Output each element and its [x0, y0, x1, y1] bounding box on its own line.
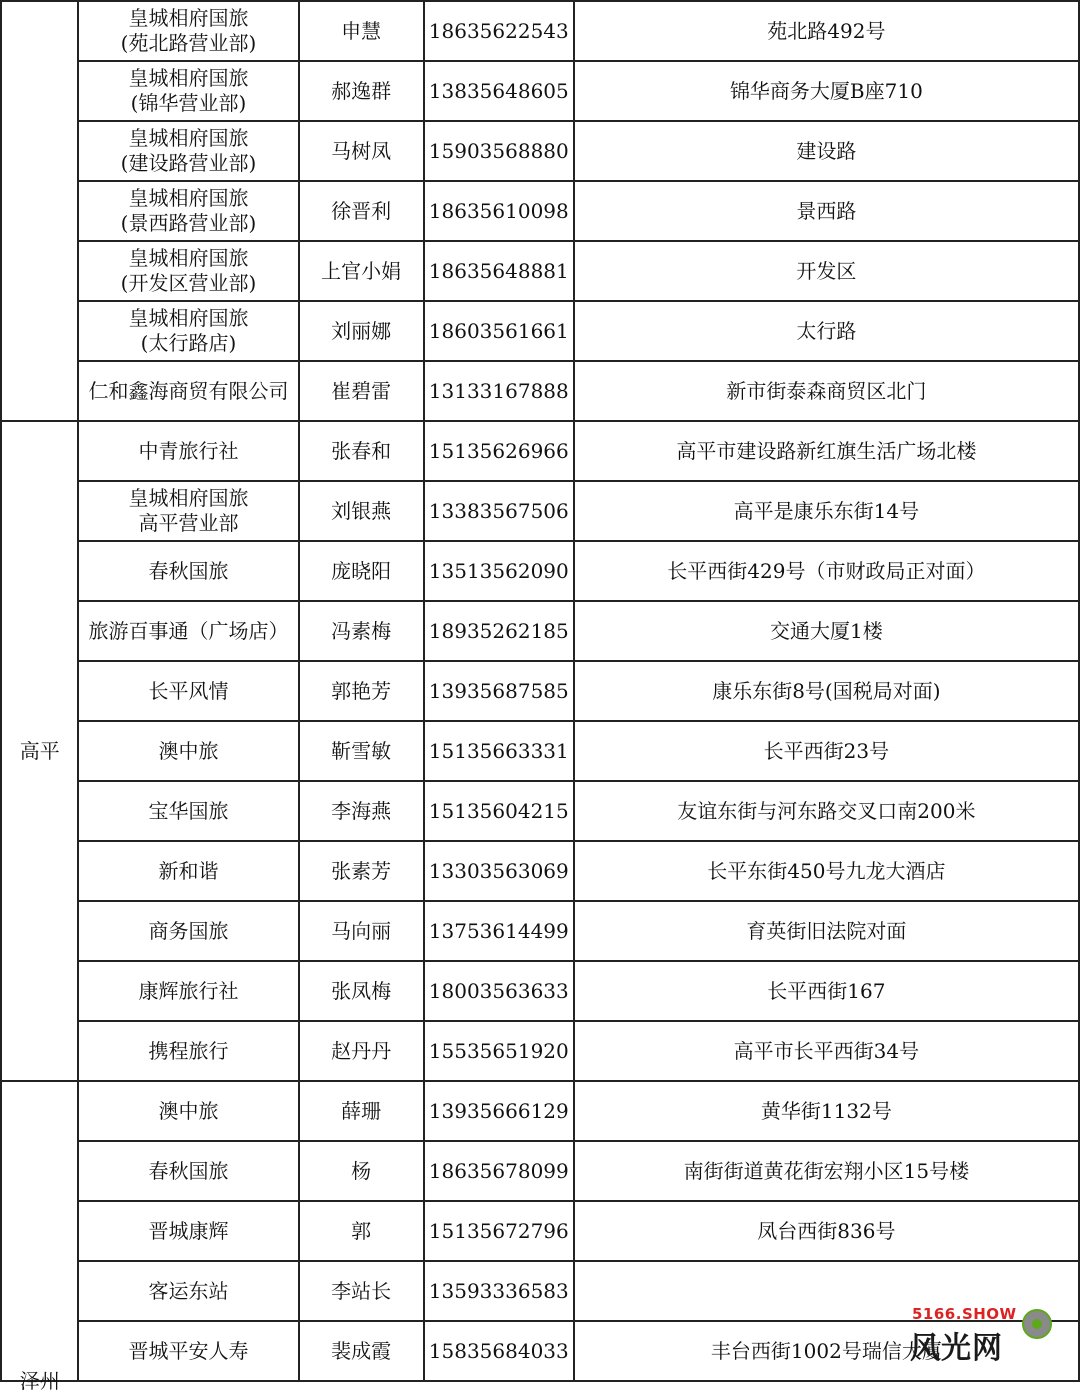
address-cell: 康乐东街8号(国税局对面): [574, 661, 1079, 721]
table-row: [1, 121, 1079, 181]
phone-cell: 13835648605: [424, 61, 574, 121]
phone-cell: 15535651920: [424, 1021, 574, 1081]
agency-name-line: 澳中旅: [158, 1098, 219, 1123]
table-row: [1, 781, 1079, 841]
agency-cell: [78, 541, 298, 601]
contact-cell: 崔碧雷: [299, 361, 424, 421]
phone-cell: 13935666129: [424, 1081, 574, 1141]
address-cell: 新市街泰森商贸区北门: [574, 361, 1079, 421]
agency-name-line: 皇城相府国旅: [128, 186, 249, 210]
phone-cell: 13513562090: [424, 541, 574, 601]
agency-cell: [78, 1201, 298, 1261]
agency-cell: [78, 781, 298, 841]
table-row: [1, 1141, 1079, 1201]
contact-cell: 薛珊: [299, 1081, 424, 1141]
agency-name-line: 客运东站: [148, 1278, 229, 1303]
table-row: [1, 301, 1079, 361]
table-row: [1, 421, 1079, 481]
agency-name-line: 皇城相府国旅: [128, 6, 249, 30]
address-cell: 景西路: [574, 181, 1079, 241]
agency-name-line: (景西路营业部): [120, 211, 257, 235]
agency-name-line: (太行路店): [140, 331, 237, 355]
agency-name-line: 中青旅行社: [138, 438, 239, 463]
phone-cell: 15135604215: [424, 781, 574, 841]
table-row: [1, 721, 1079, 781]
agency-name-line: 澳中旅: [158, 738, 219, 763]
agency-name-line: 晋城康辉: [148, 1218, 229, 1243]
contact-cell: 郭艳芳: [299, 661, 424, 721]
agency-cell: [78, 1081, 298, 1141]
agency-name-line: 皇城相府国旅: [128, 66, 249, 90]
agency-name-line: 长平风情: [148, 678, 229, 703]
contact-cell: 赵丹丹: [299, 1021, 424, 1081]
address-cell: 锦华商务大厦B座710: [574, 61, 1079, 121]
phone-cell: 13753614499: [424, 901, 574, 961]
agency-name-line: 高平营业部: [138, 511, 239, 535]
address-cell: 长平西街167: [574, 961, 1079, 1021]
contact-cell: 裴成霞: [299, 1321, 424, 1381]
phone-cell: 18003563633: [424, 961, 574, 1021]
contact-cell: 靳雪敏: [299, 721, 424, 781]
agency-name-line: (开发区营业部): [120, 271, 257, 295]
agency-cell: [78, 901, 298, 961]
phone-cell: 18635678099: [424, 1141, 574, 1201]
eye-icon: [1022, 1309, 1052, 1339]
agency-cell: [78, 661, 298, 721]
agency-cell: [78, 1321, 298, 1381]
agency-cell: [78, 1261, 298, 1321]
agency-cell: [78, 121, 298, 181]
table-row: [1, 1201, 1079, 1261]
contact-cell: 张春和: [299, 421, 424, 481]
address-cell: 丰台西街1002号瑞信大厦: [574, 1321, 1079, 1381]
agency-name-line: 春秋国旅: [148, 558, 229, 583]
address-cell: 凤台西街836号: [574, 1201, 1079, 1261]
address-cell: 长平西街429号（市财政局正对面）: [574, 541, 1079, 601]
table-row: [1, 361, 1079, 421]
contact-cell: 张素芳: [299, 841, 424, 901]
watermark-brand: 风光网: [910, 1331, 1003, 1366]
agency-name-line: 春秋国旅: [148, 1158, 229, 1183]
contact-cell: 李站长: [299, 1261, 424, 1321]
agency-cell: [78, 841, 298, 901]
phone-cell: 18603561661: [424, 301, 574, 361]
agency-name-line: 携程旅行: [148, 1038, 229, 1063]
table-row: [1, 181, 1079, 241]
agency-name-line: 新和谐: [158, 858, 219, 883]
agency-cell: [78, 301, 298, 361]
address-cell: 太行路: [574, 301, 1079, 361]
table-row: [1, 841, 1079, 901]
contact-cell: 杨: [299, 1141, 424, 1201]
address-cell: 苑北路492号: [574, 1, 1079, 61]
table-row: [1, 1021, 1079, 1081]
table-row: [1, 541, 1079, 601]
address-cell: 交通大厦1楼: [574, 601, 1079, 661]
phone-cell: 18635622543: [424, 1, 574, 61]
watermark-tag: 5166.SHOW: [912, 1305, 1017, 1323]
agency-name-line: 宝华国旅: [148, 798, 229, 823]
table-row: [1, 241, 1079, 301]
agency-cell: [78, 421, 298, 481]
contact-cell: 刘丽娜: [299, 301, 424, 361]
agency-name-line: (建设路营业部): [120, 151, 257, 175]
region-cell: [1, 1, 78, 421]
address-cell: 高平市建设路新红旗生活广场北楼: [574, 421, 1079, 481]
agency-cell: [78, 601, 298, 661]
agency-name-line: 仁和鑫海商贸有限公司: [88, 378, 289, 403]
phone-cell: 13303563069: [424, 841, 574, 901]
agency-cell: [78, 1021, 298, 1081]
phone-cell: 15835684033: [424, 1321, 574, 1381]
table-row: [1, 481, 1079, 541]
agency-name-line: 皇城相府国旅: [128, 486, 249, 510]
table-row: [1, 1081, 1079, 1141]
agency-cell: [78, 1141, 298, 1201]
address-cell: 长平西街23号: [574, 721, 1079, 781]
agency-cell: [78, 1, 298, 61]
address-cell: 长平东街450号九龙大酒店: [574, 841, 1079, 901]
address-cell: 友谊东街与河东路交叉口南200米: [574, 781, 1079, 841]
contact-cell: 徐晋利: [299, 181, 424, 241]
phone-cell: 15135672796: [424, 1201, 574, 1261]
agency-name-line: 皇城相府国旅: [128, 126, 249, 150]
contact-cell: 郭: [299, 1201, 424, 1261]
contact-cell: 张凤梅: [299, 961, 424, 1021]
agency-name-line: 晋城平安人寿: [128, 1338, 249, 1363]
contact-cell: 马树凤: [299, 121, 424, 181]
agency-name-line: 旅游百事通（广场店）: [88, 618, 289, 643]
phone-cell: 15135626966: [424, 421, 574, 481]
table-row: [1, 61, 1079, 121]
phone-cell: 18635648881: [424, 241, 574, 301]
address-cell: 黄华街1132号: [574, 1081, 1079, 1141]
phone-cell: 15903568880: [424, 121, 574, 181]
agency-name-line: 商务国旅: [148, 918, 229, 943]
table-row: [1, 601, 1079, 661]
region-label: 泽州: [19, 1369, 60, 1393]
contact-cell: 马向丽: [299, 901, 424, 961]
region-cell: 高平: [1, 421, 78, 1081]
agency-cell: [78, 721, 298, 781]
address-cell: 育英街旧法院对面: [574, 901, 1079, 961]
watermark-logo: [910, 1305, 1060, 1366]
region-cell: [1, 1081, 78, 1393]
phone-cell: 13935687585: [424, 661, 574, 721]
agency-name-line: 皇城相府国旅: [128, 306, 249, 330]
phone-cell: 13593336583: [424, 1261, 574, 1321]
agency-cell: [78, 961, 298, 1021]
agency-name-line: (苑北路营业部): [120, 31, 257, 55]
address-cell: 建设路: [574, 121, 1079, 181]
phone-cell: 15135663331: [424, 721, 574, 781]
agency-cell: [78, 181, 298, 241]
table-row: [1, 1, 1079, 61]
contact-cell: 郝逸群: [299, 61, 424, 121]
agency-name-line: 皇城相府国旅: [128, 246, 249, 270]
agency-name-line: (锦华营业部): [130, 91, 247, 115]
address-cell: 高平是康乐东街14号: [574, 481, 1079, 541]
contact-cell: 上官小娟: [299, 241, 424, 301]
phone-cell: 13133167888: [424, 361, 574, 421]
agency-cell: [78, 361, 298, 421]
address-cell: 南街街道黄花街宏翔小区15号楼: [574, 1141, 1079, 1201]
agency-name-line: 康辉旅行社: [138, 978, 239, 1003]
address-cell: 开发区: [574, 241, 1079, 301]
phone-cell: 18935262185: [424, 601, 574, 661]
table-row: [1, 961, 1079, 1021]
agency-cell: [78, 241, 298, 301]
contact-cell: 李海燕: [299, 781, 424, 841]
contact-cell: 冯素梅: [299, 601, 424, 661]
address-cell: 高平市长平西街34号: [574, 1021, 1079, 1081]
phone-cell: 18635610098: [424, 181, 574, 241]
contact-cell: 申慧: [299, 1, 424, 61]
agency-cell: [78, 61, 298, 121]
table-row: [1, 661, 1079, 721]
contact-cell: 庞晓阳: [299, 541, 424, 601]
phone-cell: 13383567506: [424, 481, 574, 541]
contact-cell: 刘银燕: [299, 481, 424, 541]
table-row: [1, 901, 1079, 961]
agency-cell: [78, 481, 298, 541]
